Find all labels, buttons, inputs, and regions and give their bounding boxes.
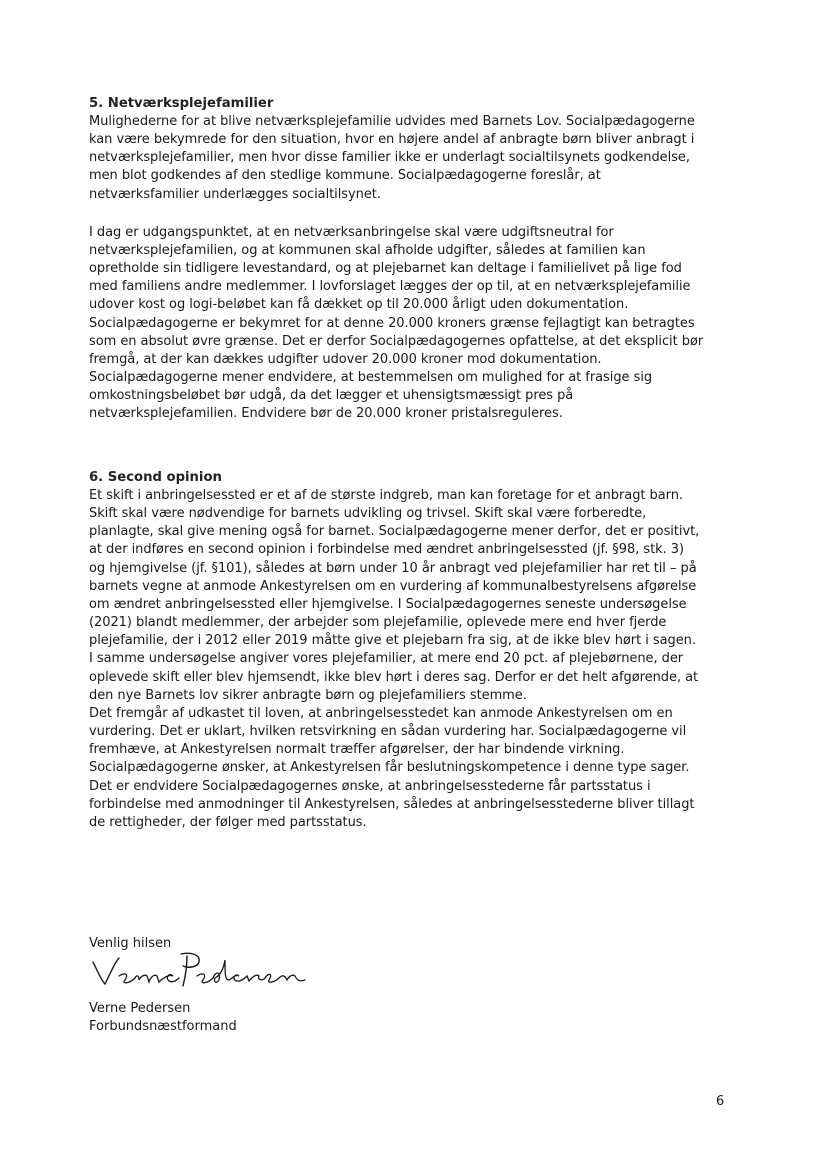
text-line: I dag er udgangspunktet, at en netværksanbringelse skal være udgiftsneutral for [89, 224, 614, 240]
text-line: Socialpædagogerne ønsker, at Ankestyrelsen får beslutningskompetence i denne type sager. [89, 760, 690, 776]
greeting: Venlig hilsen [89, 936, 172, 951]
section-5-heading: 5. Netværksplejefamilier [89, 96, 274, 111]
text-line: fremhæve, at Ankestyrelsen normalt træffer afgørelser, der har bindende virkning. [89, 742, 625, 758]
handwritten-signature [89, 950, 309, 992]
text-line: (2021) blandt medlemmer, der arbejder som plejefamilie, oplevede mere end hver fjerde [89, 615, 667, 631]
text-line: den nye Barnets lov sikrer anbragte børn og plejefamiliers stemme. [89, 687, 527, 703]
section-5-paragraph-2 [89, 224, 739, 424]
text-line: med familiens andre medlemmer. I lovforslaget lægges der op til, at en netværksplejefamilie [89, 279, 691, 295]
section-netvaerksplejefamilier [89, 95, 739, 424]
section-second-opinion [89, 469, 739, 832]
text-line: netværksfamilier underlægges socialtilsynet. [89, 186, 381, 202]
text-line: oplevede skift eller blev hjemsendt, ikke blev hørt i deres sag. Derfor er det helt afgørende, at [89, 669, 699, 685]
page-number: 6 [716, 1094, 725, 1109]
text-line: kan være bekymrede for den situation, hvor en højere andel af anbragte børn bliver anbragt i [89, 132, 695, 148]
text-line: om ændret anbringelsessted eller hjemgivelse. I Socialpædagogernes seneste undersøgelse [89, 596, 687, 612]
text-line: I samme undersøgelse angiver vores plejefamilier, at mere end 20 pct. af plejebørnene, der [89, 651, 684, 667]
text-line: fremgå, at der kan dækkes udgifter udover 20.000 kroner mod dokumentation. [89, 351, 602, 367]
text-line: Mulighederne for at blive netværksplejefamilie udvides med Barnets Lov. Socialpædagogerne [89, 114, 695, 129]
text-line: Skift skal være nødvendige for barnets udvikling og trivsel. Skift skal være forberedte, [89, 506, 647, 522]
text-line: de rettigheder, der følger med partsstatus. [89, 814, 367, 830]
text-line: plejefamilie, der i 2012 eller 2019 måtte give et plejebarn fra sig, at de ikke blev hørt i sagen. [89, 633, 696, 649]
signatory-block [89, 1000, 389, 1036]
text-line: netværksplejefamilien. Endvidere bør de 20.000 kroner pristalsreguleres. [89, 406, 563, 422]
text-line: Et skift i anbringelsessted er et af de største indgreb, man kan foretage for et anbragt barn. [89, 488, 684, 503]
text-line: Socialpædagogerne er bekymret for at denne 20.000 kroners grænse fejlagtigt kan betragtes [89, 315, 695, 331]
text-line: barnets vegne at anmode Ankestyrelsen om en vurdering af kommunalbestyrelsens afgørelse [89, 578, 697, 594]
text-line: at der indføres en second opinion i forbindelse med ændret anbringelsessted (jf. §98, stk. 3) [89, 542, 685, 558]
section-6-heading: 6. Second opinion [89, 470, 222, 485]
text-line: forbindelse med anmodninger til Ankestyrelsen, således at anbringelsesstederne bliver tillagt [89, 796, 695, 812]
signatory-role: Forbundsnæstformand [89, 1019, 237, 1034]
section-5-paragraph-1 [89, 113, 739, 204]
text-line: opretholde sin tidligere levestandard, og at plejebarnet kan deltage i familielivet på lige fod [89, 261, 682, 277]
text-line: og hjemgivelse (jf. §101), således at børn under 10 år anbragt ved plejefamilier har ret til – på [89, 560, 697, 576]
text-line: udover kost og logi-beløbet kan få dækket op til 20.000 årligt uden dokumentation. [89, 297, 629, 313]
text-line: Det er endvidere Socialpædagogernes ønske, at anbringelsesstederne får partsstatus i [89, 778, 651, 794]
text-line: netværksplejefamilier, men hvor disse familier ikke er underlagt socialtilsynets godkendelse, [89, 150, 690, 166]
text-line: netværksplejefamilien, og at kommunen skal afholde udgifter, således at familien kan [89, 242, 646, 258]
text-line: som en absolut øvre grænse. Det er derfor Socialpædagogernes opfattelse, at det eksplicit bør [89, 333, 704, 349]
text-line: Socialpædagogerne mener endvidere, at bestemmelsen om mulighed for at frasige sig [89, 370, 653, 386]
text-line: Det fremgår af udkastet til loven, at anbringelsesstedet kan anmode Ankestyrelsen om en [89, 705, 673, 721]
text-line: planlagte, skal give mening også for barnet. Socialpædagogerne mener derfor, det er positivt, [89, 524, 700, 540]
text-line: vurdering. Det er uklart, hvilken retsvirkning en sådan vurdering har. Socialpædagogerne vil [89, 724, 687, 740]
signatory-name: Verne Pedersen [89, 1001, 191, 1016]
section-6-paragraph-1 [89, 487, 739, 832]
text-line: men blot godkendes af den stedlige kommune. Socialpædagogerne foreslår, at [89, 168, 601, 184]
text-line: omkostningsbeløbet bør udgå, da det lægger et uhensigtsmæssigt pres på [89, 388, 574, 404]
